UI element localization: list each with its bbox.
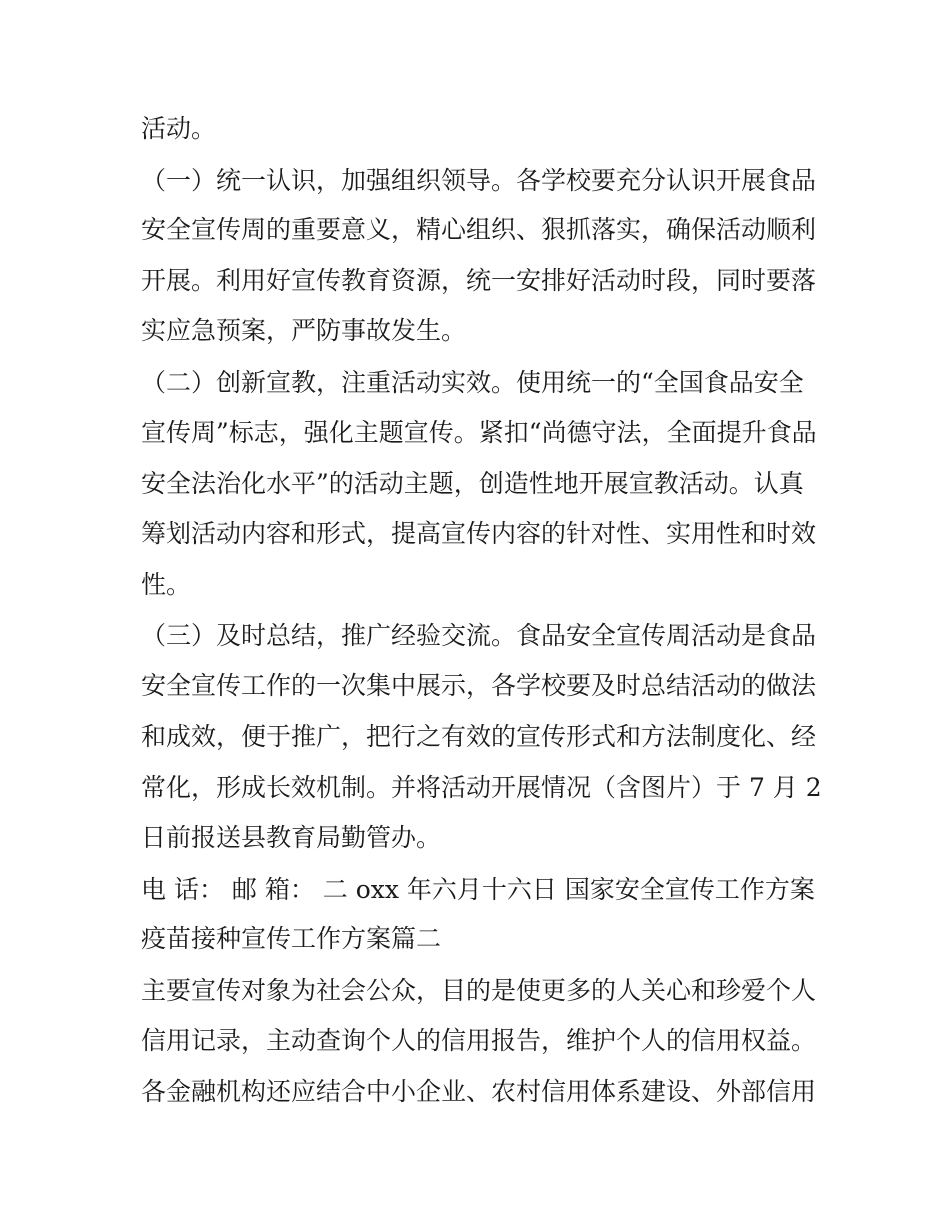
- text-line: 筹划活动内容和形式，提高宣传内容的针对性、实用性和时效: [141, 519, 817, 548]
- text-line: 各金融机构还应结合中小企业、农村信用体系建设、外部信用: [141, 1077, 817, 1106]
- text-line: 开展。利用好宣传教育资源，统一安排好活动时段，同时要落: [141, 266, 817, 295]
- text-line: （一）统一认识，加强组织领导。各学校要充分认识开展食品: [141, 166, 817, 195]
- text-line: 疫苗接种宣传工作方案篇二: [141, 924, 442, 953]
- text-line: 信用记录，主动查询个人的信用报告，维护个人的信用权益。: [141, 1026, 817, 1055]
- text-line: 宣传周”标志，强化主题宣传。紧扣“尚德守法，全面提升食品: [141, 418, 817, 447]
- text-line: 安全法治化水平”的活动主题，创造性地开展宣教活动。认真: [141, 469, 804, 498]
- text-line: 安全宣传周的重要意义，精心组织、狠抓落实，确保活动顺利: [141, 215, 817, 244]
- text-line: 实应急预案，严防事故发生。: [141, 316, 467, 345]
- text-line: 主要宣传对象为社会公众，目的是使更多的人关心和珍爱个人: [141, 976, 817, 1005]
- text-line: 和成效，便于推广，把行之有效的宣传形式和方法制度化、经: [141, 722, 817, 751]
- text-line: 日前报送县教育局勤管办。: [141, 823, 442, 852]
- text-line: （二）创新宣教，注重活动实效。使用统一的“全国食品安全: [141, 368, 804, 397]
- text-line: 活动。: [141, 114, 217, 143]
- text-line: 性。: [141, 570, 192, 599]
- text-line: （三）及时总结，推广经验交流。食品安全宣传周活动是食品: [141, 621, 817, 650]
- text-line: 安全宣传工作的一次集中展示，各学校要及时总结活动的做法: [141, 671, 817, 700]
- text-line: 电 话： 邮 箱： 二 oxx 年六月十六日 国家安全宣传工作方案: [141, 875, 815, 904]
- text-line: 常化，形成长效机制。并将活动开展情况（含图片）于 7 月 2: [141, 773, 822, 802]
